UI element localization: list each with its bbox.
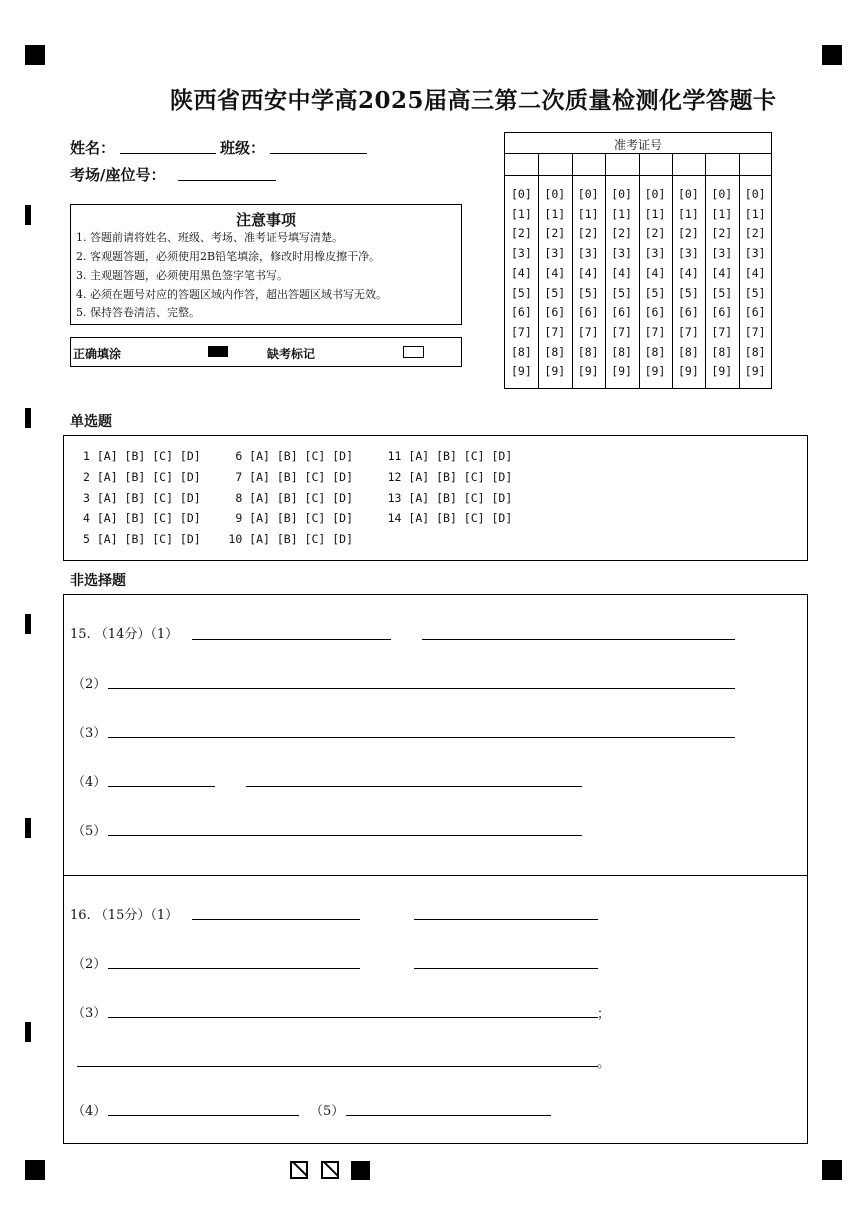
timing-mark (25, 408, 31, 428)
admission-digit-bubble[interactable]: [4] (577, 265, 599, 280)
admission-digit-bubble[interactable]: [7] (744, 324, 766, 339)
q16-answer-line[interactable] (77, 1066, 598, 1067)
admission-digit-write-cell[interactable] (672, 154, 705, 175)
notice-item: 5. 保持答卷清洁、完整。 (76, 306, 200, 319)
class-label: 班级： (220, 139, 266, 157)
q16-answer-line[interactable] (108, 968, 360, 969)
admission-digit-bubble[interactable]: [1] (678, 206, 699, 221)
q15-answer-line[interactable] (108, 835, 582, 836)
q15-heading: 15. （14分）（1） (70, 627, 179, 642)
admission-digit-write-cell[interactable] (538, 154, 571, 175)
timing-mark (25, 1022, 31, 1042)
q15-answer-line[interactable] (108, 688, 735, 689)
admission-digit-bubble[interactable]: [2] (511, 226, 532, 241)
admission-number-grid (504, 132, 772, 389)
admission-digit-bubble[interactable]: [4] (544, 265, 566, 280)
notice-item: 4. 必须在题号对应的答题区域内作答，超出答题区域书写无效。 (76, 288, 387, 301)
name-field[interactable] (120, 153, 216, 154)
q16-part-3: （3） (72, 1006, 107, 1021)
admission-digit-bubble[interactable]: [8] (744, 344, 766, 359)
q15-part-5: （5） (72, 824, 107, 839)
admission-digit-bubble[interactable]: [5] (511, 285, 532, 300)
admission-digit-bubble[interactable]: [2] (644, 226, 666, 241)
sheet-title: 陕西省西安中学高2025届高三第二次质量检测化学答题卡 (170, 87, 777, 114)
q15-part-2: （2） (72, 677, 107, 692)
q15-part-4: （4） (72, 775, 107, 790)
notice-item: 2. 客观题答题，必须使用2B铅笔填涂，修改时用橡皮擦干净。 (76, 250, 381, 263)
admission-digit-bubble[interactable]: [4] (511, 265, 532, 280)
admission-digit-bubble[interactable]: [0] (511, 187, 532, 201)
timing-mark (25, 205, 31, 225)
admission-digit-write-cell[interactable] (739, 154, 772, 175)
admission-digit-bubble[interactable]: [0] (711, 187, 733, 201)
admission-digit-bubble[interactable]: [4] (744, 265, 766, 280)
corner-marker-top-right (822, 45, 842, 65)
q15-part-3: （3） (72, 726, 107, 741)
notice-heading: 注意事项 (235, 211, 296, 229)
admission-digit-write-cell[interactable] (505, 154, 538, 175)
admission-digit-bubble[interactable]: [8] (511, 344, 532, 359)
admission-digit-bubble[interactable]: [9] (678, 364, 699, 379)
notice-item: 3. 主观题答题，必须使用黑色签字笔书写。 (76, 269, 288, 282)
admission-digit-bubble[interactable]: [8] (711, 344, 733, 359)
q16-part-3-semicolon: ； (597, 1007, 611, 1022)
admission-digit-bubble[interactable]: [7] (611, 324, 632, 339)
q15-answer-line[interactable] (246, 786, 582, 787)
admission-digit-bubble[interactable]: [5] (744, 285, 766, 300)
notice-item: 1. 答题前请将姓名、班级、考场、准考证号填写清楚。 (76, 231, 343, 244)
corner-marker-bottom-right (822, 1160, 842, 1180)
admission-digit-bubble[interactable]: [4] (611, 265, 632, 280)
admission-digit-bubble[interactable]: [0] (544, 187, 566, 201)
admission-digit-bubble[interactable]: [6] (644, 305, 666, 320)
admission-digit-bubble[interactable]: [5] (611, 285, 632, 300)
q16-part-5: （5） (310, 1104, 345, 1119)
choice-row[interactable]: 2 [A] [B] [C] [D] 7 [A] [B] [C] [D] 12 [A] [B] [C] [D] (83, 470, 513, 484)
q16-heading: 16. （15分）（1） (70, 908, 179, 923)
admission-digit-bubble[interactable]: [7] (711, 324, 733, 339)
admission-digit-bubble[interactable]: [5] (544, 285, 566, 300)
notice-box (70, 204, 462, 325)
admission-digit-bubble[interactable]: [8] (644, 344, 666, 359)
fill-legend-box (70, 337, 462, 367)
admission-digit-bubble[interactable]: [0] (577, 187, 599, 201)
admission-digit-bubble[interactable]: [3] (711, 246, 733, 261)
admission-digit-bubble[interactable]: [7] (678, 324, 699, 339)
admission-digit-write-cell[interactable] (705, 154, 738, 175)
admission-digit-bubble[interactable]: [3] (744, 246, 766, 261)
seat-field[interactable] (178, 180, 276, 181)
admission-digit-bubble[interactable]: [8] (577, 344, 599, 359)
q16-answer-line[interactable] (108, 1115, 299, 1116)
admission-digit-bubble[interactable]: [9] (711, 364, 733, 379)
admission-digit-write-cell[interactable] (639, 154, 672, 175)
admission-digit-bubble[interactable]: [7] (511, 324, 532, 339)
admission-digit-bubble[interactable]: [5] (678, 285, 699, 300)
correct-fill-sample-icon (208, 346, 228, 357)
admission-digit-bubble[interactable]: [1] (644, 206, 666, 221)
q16-part-4: （4） (72, 1104, 107, 1119)
admission-digit-bubble[interactable]: [3] (611, 246, 632, 261)
single-choice-title: 单选题 (70, 414, 112, 430)
admission-digit-bubble[interactable]: [2] (711, 226, 733, 241)
timing-mark (25, 614, 31, 634)
absent-mark-label: 缺考标记 (267, 347, 316, 361)
admission-digit-bubble[interactable]: [4] (678, 265, 699, 280)
admission-digit-bubble[interactable]: [3] (577, 246, 599, 261)
admission-digit-bubble[interactable]: [6] (711, 305, 733, 320)
admission-digit-bubble[interactable]: [6] (678, 305, 699, 320)
admission-digit-bubble[interactable]: [5] (644, 285, 666, 300)
non-choice-title: 非选择题 (70, 573, 126, 589)
admission-digit-bubble[interactable]: [1] (577, 206, 599, 221)
q16-answer-line[interactable] (414, 968, 598, 969)
admission-digit-bubble[interactable]: [2] (744, 226, 766, 241)
admission-digit-bubble[interactable]: [9] (511, 364, 532, 379)
admission-digit-write-cell[interactable] (572, 154, 605, 175)
admission-digit-bubble[interactable]: [6] (511, 305, 532, 320)
timing-mark (25, 818, 31, 838)
q15-answer-line[interactable] (108, 737, 735, 738)
admission-digit-bubble[interactable]: [2] (611, 226, 632, 241)
q16-part-3-period: 。 (597, 1056, 611, 1071)
corner-marker-top-left (25, 45, 45, 65)
admission-digit-write-cell[interactable] (605, 154, 638, 175)
admission-digit-bubble[interactable]: [6] (544, 305, 566, 320)
admission-digit-bubble[interactable]: [9] (544, 364, 566, 379)
class-field[interactable] (270, 153, 367, 154)
choice-row[interactable]: 3 [A] [B] [C] [D] 8 [A] [B] [C] [D] 13 [A] [B] [C] [D] (83, 491, 513, 505)
correct-fill-label: 正确填涂 (73, 347, 122, 361)
admission-digit-bubble[interactable]: [1] (744, 206, 766, 221)
admission-number-title: 准考证号 (613, 138, 662, 152)
seat-label: 考场/座位号： (70, 166, 166, 184)
admission-digit-bubble[interactable]: [8] (611, 344, 632, 359)
admission-digit-bubble[interactable]: [3] (544, 246, 566, 261)
q16-part-2: （2） (72, 957, 107, 972)
choice-row[interactable]: 1 [A] [B] [C] [D] 6 [A] [B] [C] [D] 11 [A] [B] [C] [D] (83, 449, 513, 463)
admission-digit-bubble[interactable]: [4] (644, 265, 666, 280)
admission-digit-bubble[interactable]: [8] (544, 344, 566, 359)
admission-digit-bubble[interactable]: [6] (577, 305, 599, 320)
q15-answer-line[interactable] (108, 786, 215, 787)
admission-digit-bubble[interactable]: [5] (577, 285, 599, 300)
admission-digit-bubble[interactable]: [0] (611, 187, 632, 201)
admission-digit-bubble[interactable]: [6] (744, 305, 766, 320)
page-marker-filled-icon (351, 1161, 370, 1180)
admission-digit-bubble[interactable]: [0] (644, 187, 666, 201)
admission-digit-bubble[interactable]: [3] (644, 246, 666, 261)
q16-answer-line[interactable] (346, 1115, 551, 1116)
admission-digit-bubble[interactable]: [7] (544, 324, 566, 339)
page-marker-crossed-icon (290, 1161, 308, 1179)
q16-answer-line[interactable] (192, 919, 360, 920)
admission-digit-bubble[interactable]: [6] (611, 305, 632, 320)
admission-digit-bubble[interactable]: [2] (577, 226, 599, 241)
q16-answer-line[interactable] (414, 919, 598, 920)
name-label: 姓名： (70, 139, 116, 157)
single-choice-box (63, 435, 808, 561)
admission-digit-bubble[interactable]: [1] (511, 206, 532, 221)
admission-digit-bubble[interactable]: [7] (644, 324, 666, 339)
admission-digit-bubble[interactable]: [1] (544, 206, 566, 221)
choice-row[interactable]: 4 [A] [B] [C] [D] 9 [A] [B] [C] [D] 14 [A] [B] [C] [D] (83, 511, 513, 525)
admission-digit-bubble[interactable]: [2] (678, 226, 699, 241)
admission-digit-bubble[interactable]: [9] (577, 364, 599, 379)
admission-digit-bubble[interactable]: [8] (678, 344, 699, 359)
page-marker-crossed-icon (321, 1161, 339, 1179)
admission-digit-bubble[interactable]: [0] (744, 187, 766, 201)
admission-digit-bubble[interactable]: [9] (611, 364, 632, 379)
q15-answer-line[interactable] (422, 639, 735, 640)
admission-digit-bubble[interactable]: [9] (644, 364, 666, 379)
absent-mark-checkbox[interactable] (403, 346, 424, 358)
admission-digit-bubble[interactable]: [0] (678, 187, 699, 201)
q15-answer-line[interactable] (192, 639, 391, 640)
q16-answer-line[interactable] (108, 1017, 598, 1018)
admission-digit-bubble[interactable]: [1] (711, 206, 733, 221)
admission-digit-bubble[interactable]: [3] (511, 246, 532, 261)
admission-digit-bubble[interactable]: [2] (544, 226, 566, 241)
corner-marker-bottom-left (25, 1160, 45, 1180)
admission-digit-bubble[interactable]: [3] (678, 246, 699, 261)
admission-digit-bubble[interactable]: [5] (711, 285, 733, 300)
admission-digit-bubble[interactable]: [1] (611, 206, 632, 221)
choice-row[interactable]: 5 [A] [B] [C] [D] 10 [A] [B] [C] [D] (83, 532, 354, 546)
admission-digit-bubble[interactable]: [7] (577, 324, 599, 339)
admission-digit-bubble[interactable]: [9] (744, 364, 766, 379)
admission-digit-bubble[interactable]: [4] (711, 265, 733, 280)
